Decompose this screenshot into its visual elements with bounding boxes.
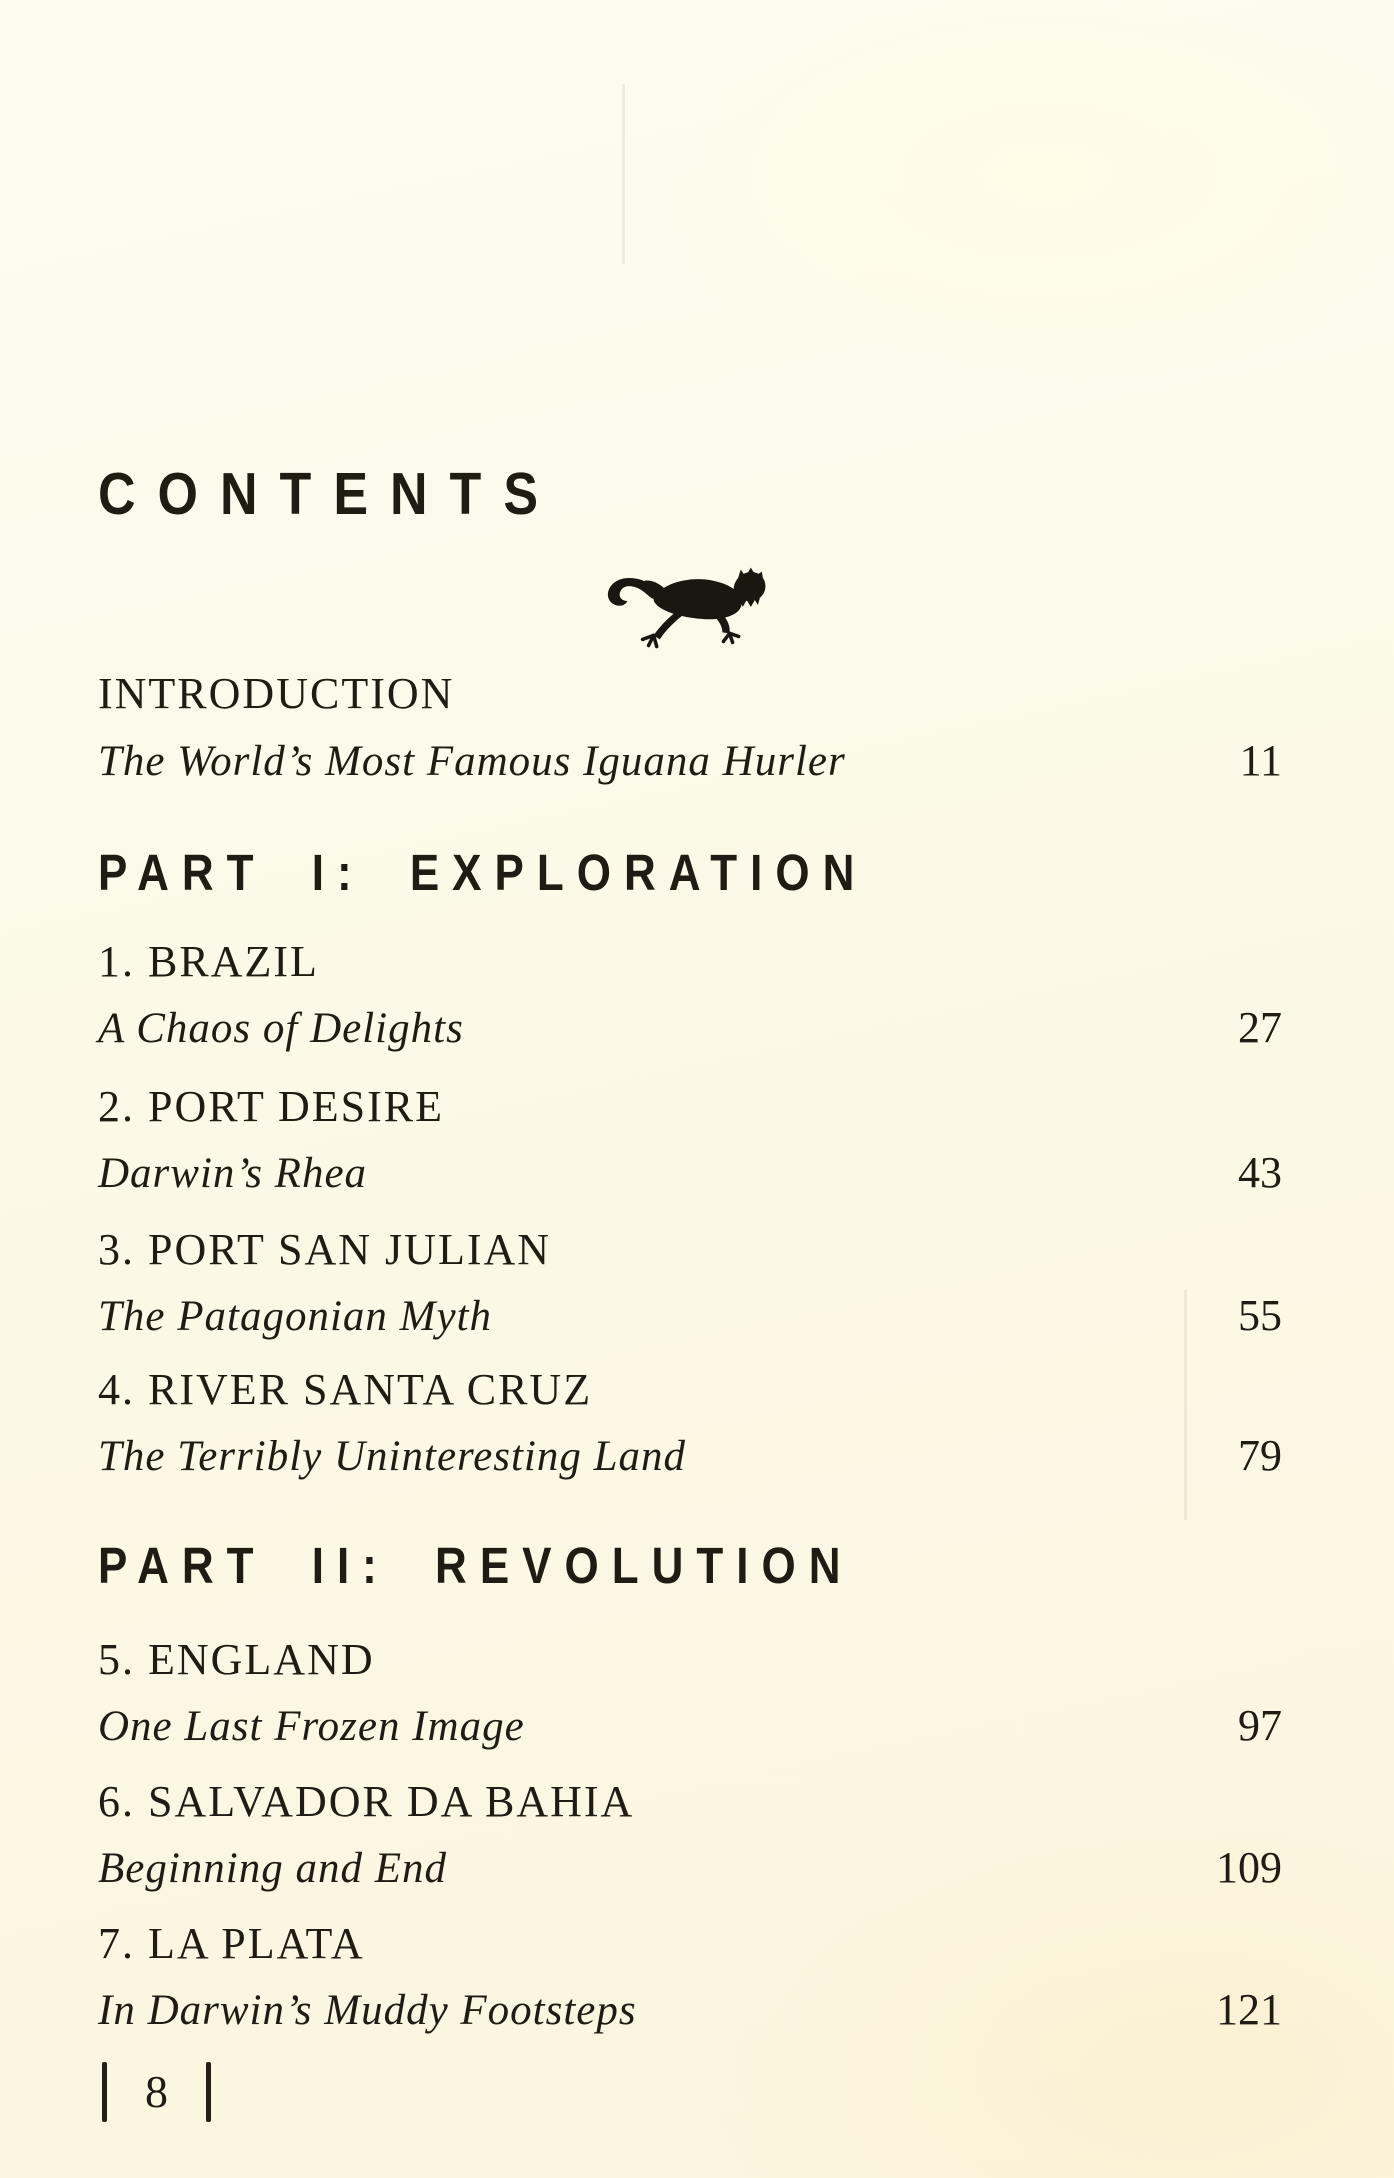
chapter-4-title: 4. RIVER SANTA CRUZ — [98, 1365, 593, 1414]
chapter-4-page-number: 79 — [1238, 1431, 1282, 1480]
chapter-1-page-number: 27 — [1238, 1003, 1282, 1052]
part-1-heading: PART I: EXPLORATION — [98, 845, 868, 902]
chapter-5-title: 5. ENGLAND — [98, 1635, 375, 1684]
page-folio — [102, 2062, 211, 2122]
chapter-7-subtitle: In Darwin’s Muddy Footsteps — [98, 1987, 637, 2034]
chapter-3-subtitle-row — [98, 1291, 1282, 1340]
chapter-4-subtitle: The Terribly Uninteresting Land — [98, 1433, 687, 1480]
chapter-1-subtitle: A Chaos of Delights — [98, 1005, 464, 1052]
chapter-2-subtitle: Darwin’s Rhea — [98, 1150, 368, 1197]
chapter-2-page-number: 43 — [1238, 1148, 1282, 1197]
folio-right-bar — [206, 2062, 211, 2122]
chapter-2-title: 2. PORT DESIRE — [98, 1082, 445, 1131]
intro-title: INTRODUCTION — [98, 669, 455, 718]
folio-page-number: 8 — [145, 2066, 168, 2117]
intro-subtitle: The World’s Most Famous Iguana Hurler — [98, 738, 846, 785]
chapter-7-subtitle-row — [98, 1985, 1282, 2034]
chapter-3-subtitle: The Patagonian Myth — [98, 1293, 493, 1340]
chapter-6-subtitle-row — [98, 1843, 1282, 1892]
scan-crease — [622, 84, 625, 264]
chapter-1-subtitle-row — [98, 1003, 1282, 1052]
page-title: CONTENTS — [98, 461, 560, 528]
chapter-7-page-number: 121 — [1216, 1985, 1282, 2034]
chapter-3-title: 3. PORT SAN JULIAN — [98, 1225, 552, 1274]
iguana-icon — [598, 552, 770, 654]
intro-subtitle-row — [98, 736, 1282, 785]
chapter-1-title: 1. BRAZIL — [98, 937, 319, 986]
chapter-5-subtitle: One Last Frozen Image — [98, 1703, 525, 1750]
part-2-heading: PART II: REVOLUTION — [98, 1538, 854, 1595]
intro-page-number: 11 — [1239, 736, 1282, 785]
chapter-5-page-number: 97 — [1238, 1701, 1282, 1750]
chapter-2-subtitle-row — [98, 1148, 1282, 1197]
chapter-4-subtitle-row — [98, 1431, 1282, 1480]
folio-left-bar — [102, 2062, 107, 2122]
chapter-5-subtitle-row — [98, 1701, 1282, 1750]
chapter-3-page-number: 55 — [1238, 1291, 1282, 1340]
chapter-7-title: 7. LA PLATA — [98, 1919, 365, 1968]
chapter-6-subtitle: Beginning and End — [98, 1845, 448, 1892]
chapter-6-page-number: 109 — [1216, 1843, 1282, 1892]
chapter-6-title: 6. SALVADOR DA BAHIA — [98, 1777, 635, 1826]
